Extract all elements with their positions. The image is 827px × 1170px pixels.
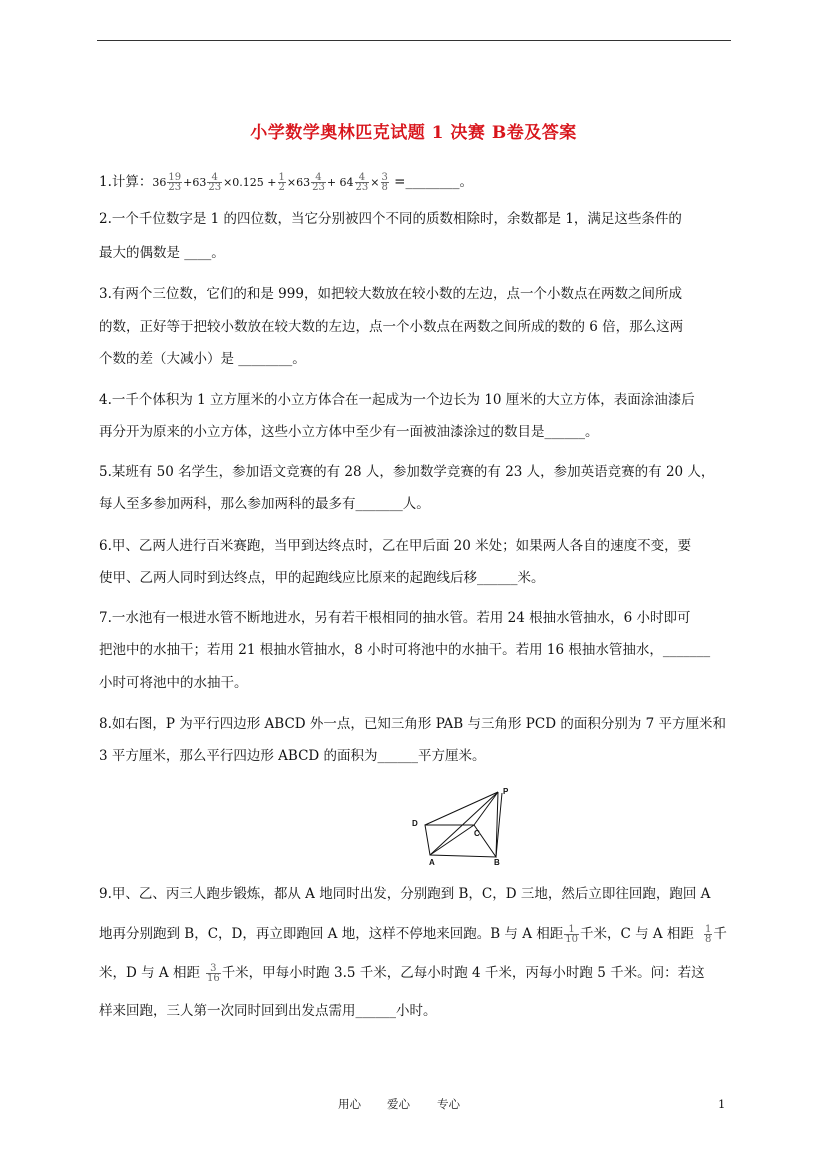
question-9-line-2: [99, 924, 731, 944]
q9-line3-part2: 千米，甲每小时跑 3.5 千米，乙每小时跑 4 千米，丙每小时跑 5 千米。问：若这: [221, 965, 705, 981]
q9-frac-3: $\frac{3}{16}$: [206, 963, 220, 984]
q1-frac-4: $\frac{4}{23}$: [312, 172, 325, 193]
q9-line2-part1: 地再分别跑到 B，C，D，再立即跑回 A 地，这样不停地来回跑。B 与 A 相距: [99, 926, 564, 942]
label-a: A: [429, 858, 435, 867]
q9-line2-part2: 千米，C 与 A 相距: [579, 926, 694, 942]
q1-op5: ×: [370, 176, 380, 189]
label-p: P: [503, 787, 509, 796]
q1-frac-1: $\frac{19}{23}$: [168, 172, 182, 193]
footer-text-1: 用心: [338, 1097, 361, 1111]
question-9-line-1: 9.甲、乙、丙三人跑步锻炼，都从 A 地同时出发，分别跑到 B，C，D 三地，然后立即往回跑，跑回 A: [99, 886, 711, 902]
question-9-line-3: [99, 963, 731, 983]
question-8-line-2: 3 平方厘米，那么平行四边形 ABCD 的面积为______平方厘米。: [99, 748, 486, 764]
footer-text-2: 爱心: [387, 1097, 410, 1111]
question-5-line-1: 5.某班有 50 名学生，参加语文竞赛的有 28 人，参加数学竞赛的有 23 人，参加英语竞赛的有 20 人，: [99, 464, 715, 480]
question-8-line-1: 8.如右图，P 为平行四边形 ABCD 外一点，已知三角形 PAB 与三角形 PCD 的面积分别为 7 平方厘米和: [99, 716, 726, 732]
segment-dp: [425, 792, 498, 825]
q1-op1: +63: [183, 176, 207, 189]
question-2-line-1: 2.一个千位数字是 1 的四位数，当它分别被四个不同的质数相除时，余数都是 1，满足这些条件的: [99, 211, 682, 227]
header-rule: [97, 40, 731, 41]
question-5-line-2: 每人至多参加两科，那么参加两科的最多有_______人。: [99, 496, 430, 512]
question-3-line-3: 个数的差（大减小）是 ________。: [99, 351, 306, 367]
q1-frac-5: $\frac{4}{23}$: [355, 172, 369, 193]
label-d: D: [412, 819, 418, 828]
footer-text-3: 专心: [437, 1097, 460, 1111]
question-6-line-2: 使甲、乙两人同时到达终点，甲的起跑线应比原来的起跑线后移______米。: [99, 570, 545, 586]
q1-op4: + 64: [326, 176, 354, 189]
q9-frac-1: $\frac{1}{10}$: [565, 924, 578, 945]
parallelogram-abcd: [425, 825, 496, 857]
page-number: 1: [718, 1097, 726, 1111]
question-7-line-3: 小时可将池中的水抽干。: [99, 675, 248, 691]
diagonal-ac: [430, 825, 474, 855]
q1-op3: ×63: [286, 176, 311, 189]
q1-frac-2: $\frac{4}{23}$: [208, 172, 222, 193]
question-4-line-2: 再分开为原来的小立方体，这些小立方体中至少有一面被油漆涂过的数目是______。: [99, 424, 599, 440]
q1-prefix: 1.计算：: [99, 174, 153, 190]
q1-frac-3: $\frac{1}{2}$: [278, 172, 285, 193]
label-c: C: [474, 829, 480, 838]
question-9-line-4: 样来回跑，三人第一次同时回到出发点需用______小时。: [99, 1003, 437, 1019]
question-1: [99, 172, 731, 193]
q1-suffix: =________。: [389, 174, 473, 190]
q9-line3-part1: 米，D 与 A 相距: [99, 965, 200, 981]
question-7-line-1: 7.一水池有一根进水管不断地进水，另有若干根相同的抽水管。若用 24 根抽水管抽水，6 小时即可: [99, 610, 691, 626]
question-6-line-1: 6.甲、乙两人进行百米赛跑，当甲到达终点时，乙在甲后面 20 米处；如果两人各自的速度不变，要: [99, 538, 692, 554]
question-4-line-1: 4.一千个体积为 1 立方厘米的小立方体合在一起成为一个边长为 10 厘米的大立方体，表面涂油漆后: [99, 392, 695, 408]
q9-line2-part3: 千: [713, 926, 727, 942]
q1-term1-int: 36: [152, 176, 167, 189]
q1-op2: ×0.125 +: [223, 176, 277, 189]
q9-frac-2: $\frac{1}{8}$: [704, 924, 712, 945]
question-7-line-2: 把池中的水抽干；若用 21 根抽水管抽水，8 小时可将池中的水抽干。若用 16 根抽水管抽水，_______: [99, 642, 711, 658]
q1-frac-6: $\frac{3}{8}$: [381, 172, 388, 193]
question-3-line-2: 的数，正好等于把较小数放在较大数的左边，点一个小数点在两数之间所成的数的 6 倍，那么这两: [99, 319, 684, 335]
label-b: B: [494, 858, 500, 867]
question-2-line-2: 最大的偶数是 ____。: [99, 245, 225, 261]
question-3-line-1: 3.有两个三位数，它们的和是 999，如把较大数放在较小数的左边，点一个小数点在两数之间所成: [99, 286, 682, 302]
page-title: 小学数学奥林匹克试题 1 决赛 B卷及答案: [250, 123, 577, 143]
parallelogram-figure: [408, 785, 518, 867]
